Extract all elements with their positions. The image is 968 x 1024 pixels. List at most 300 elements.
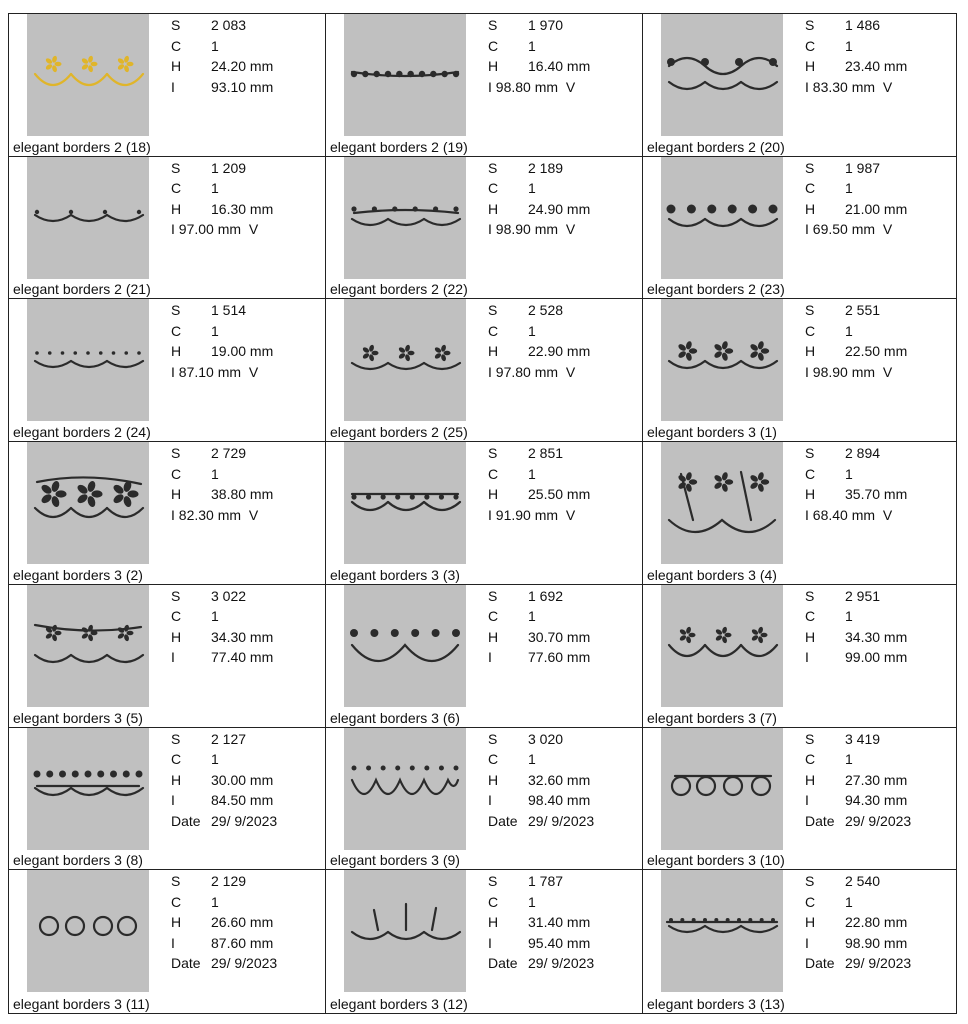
color-count xyxy=(171,321,273,342)
vertical-flag: V xyxy=(882,506,893,523)
design-name: elegant borders 3 (13) xyxy=(647,995,785,1012)
design-specs xyxy=(171,586,273,668)
design-name: elegant borders 3 (3) xyxy=(330,566,460,583)
color-count-label: C xyxy=(171,751,182,768)
stitch-count-value: 2 528 xyxy=(528,302,564,319)
design-thumbnail[interactable] xyxy=(27,870,149,992)
design-height xyxy=(488,199,590,220)
embroidery-motif-icon xyxy=(344,728,466,850)
design-height-label: H xyxy=(171,628,182,645)
design-catalog-grid xyxy=(8,13,957,1014)
design-width xyxy=(488,790,594,811)
design-height-label: H xyxy=(805,486,816,503)
design-width-label: I xyxy=(488,649,492,666)
design-height-value: 16.40 mm xyxy=(528,58,591,74)
design-specs xyxy=(171,729,277,832)
design-height-label: H xyxy=(488,200,499,217)
design-name: elegant borders 2 (21) xyxy=(13,281,151,298)
design-width-value: 91.90 mm xyxy=(495,506,559,523)
color-count-value: 1 xyxy=(528,893,536,910)
color-count-value: 1 xyxy=(211,37,219,54)
color-count xyxy=(171,464,273,485)
design-name: elegant borders 2 (20) xyxy=(647,138,785,155)
stitch-count-label: S xyxy=(171,17,181,33)
color-count-value: 1 xyxy=(528,37,536,54)
design-height xyxy=(171,341,273,362)
design-date-label: Date xyxy=(171,955,201,972)
color-count-label: C xyxy=(488,893,499,910)
stitch-count-label: S xyxy=(171,302,181,319)
design-name: elegant borders 3 (10) xyxy=(647,852,785,869)
design-height xyxy=(805,770,911,791)
design-width-value: 99.00 mm xyxy=(845,649,908,666)
color-count xyxy=(171,749,277,770)
stitch-count-value: 3 022 xyxy=(211,587,247,604)
embroidery-motif-icon xyxy=(344,585,466,707)
design-thumbnail[interactable] xyxy=(661,870,783,992)
design-width xyxy=(171,647,273,668)
design-width-value: 77.40 mm xyxy=(211,649,274,666)
design-thumbnail[interactable] xyxy=(661,299,783,421)
stitch-count-label: S xyxy=(805,159,815,176)
stitch-count-label: S xyxy=(488,159,498,176)
design-specs xyxy=(488,15,590,97)
design-width-label: I xyxy=(488,506,492,523)
design-name: elegant borders 3 (7) xyxy=(647,709,777,726)
design-date-value: 29/ 9/2023 xyxy=(211,812,278,829)
color-count-label: C xyxy=(171,608,182,625)
design-specs xyxy=(171,158,273,240)
design-width-label: I xyxy=(488,78,492,95)
stitch-count xyxy=(488,586,590,607)
design-card[interactable] xyxy=(643,442,956,585)
embroidery-motif-icon xyxy=(661,299,783,421)
color-count xyxy=(488,749,594,770)
design-card[interactable] xyxy=(9,442,326,585)
design-name: elegant borders 3 (6) xyxy=(330,709,460,726)
design-width-label: I xyxy=(488,792,492,809)
stitch-count xyxy=(488,158,590,179)
design-height xyxy=(488,912,594,933)
color-count-label: C xyxy=(171,322,182,339)
design-card[interactable] xyxy=(9,14,326,157)
design-thumbnail[interactable] xyxy=(27,299,149,421)
color-count-value: 1 xyxy=(845,322,853,339)
stitch-count-value: 1 970 xyxy=(528,17,564,33)
design-width-label: I xyxy=(488,221,492,238)
design-height xyxy=(488,341,590,362)
stitch-count-value: 1 987 xyxy=(845,159,881,176)
design-card[interactable] xyxy=(643,728,956,871)
color-count-label: C xyxy=(805,37,816,54)
design-height-value: 38.80 mm xyxy=(211,486,274,503)
design-specs xyxy=(488,871,594,974)
design-height-value: 30.00 mm xyxy=(211,771,274,788)
design-width-value: 87.60 mm xyxy=(211,934,274,951)
color-count-label: C xyxy=(488,322,499,339)
color-count-label: C xyxy=(171,893,182,910)
design-width xyxy=(488,362,590,383)
color-count-label: C xyxy=(805,180,816,197)
design-width-value: 68.40 mm xyxy=(812,506,876,523)
color-count-label: C xyxy=(488,751,499,768)
design-date xyxy=(171,953,277,974)
design-card[interactable] xyxy=(326,442,643,585)
design-height-label: H xyxy=(805,343,816,360)
design-name: elegant borders 2 (18) xyxy=(13,138,151,155)
design-thumbnail[interactable] xyxy=(27,442,149,564)
color-count xyxy=(171,892,277,913)
embroidery-motif-icon xyxy=(661,585,783,707)
color-count xyxy=(805,36,907,57)
design-thumbnail[interactable] xyxy=(344,585,466,707)
design-specs xyxy=(171,15,273,97)
color-count xyxy=(488,178,590,199)
design-height-label: H xyxy=(171,914,182,931)
design-width-label: I xyxy=(805,649,809,666)
stitch-count-value: 3 419 xyxy=(845,730,881,747)
stitch-count-label: S xyxy=(488,873,498,890)
design-specs xyxy=(805,586,907,668)
embroidery-motif-icon xyxy=(661,157,783,279)
color-count-value: 1 xyxy=(528,751,536,768)
design-width-value: 84.50 mm xyxy=(211,792,274,809)
design-date xyxy=(488,811,594,832)
design-height-value: 24.20 mm xyxy=(211,58,274,74)
design-width-value: 97.00 mm xyxy=(178,221,242,238)
design-name: elegant borders 2 (22) xyxy=(330,281,468,298)
color-count-value: 1 xyxy=(845,751,853,768)
design-thumbnail[interactable] xyxy=(27,585,149,707)
vertical-flag: V xyxy=(882,221,893,238)
design-height-value: 30.70 mm xyxy=(528,628,591,645)
design-width-label: I xyxy=(171,934,175,951)
stitch-count-value: 2 951 xyxy=(845,587,881,604)
design-date xyxy=(805,811,911,832)
stitch-count-value: 2 894 xyxy=(845,445,881,462)
design-card[interactable] xyxy=(9,157,326,300)
design-height-value: 24.90 mm xyxy=(528,200,591,217)
design-thumbnail[interactable] xyxy=(344,14,466,136)
design-date-label: Date xyxy=(171,812,201,829)
design-card[interactable] xyxy=(643,157,956,300)
design-date-label: Date xyxy=(805,955,835,972)
design-height-value: 32.60 mm xyxy=(528,771,591,788)
color-count-label: C xyxy=(488,608,499,625)
embroidery-motif-icon xyxy=(661,728,783,850)
design-height-value: 31.40 mm xyxy=(528,914,591,931)
color-count xyxy=(805,606,907,627)
stitch-count xyxy=(488,15,590,36)
design-height-value: 19.00 mm xyxy=(211,343,274,360)
design-thumbnail[interactable] xyxy=(27,14,149,136)
color-count-value: 1 xyxy=(845,37,853,54)
design-thumbnail[interactable] xyxy=(27,157,149,279)
design-specs xyxy=(171,871,277,974)
color-count-value: 1 xyxy=(211,893,219,910)
stitch-count xyxy=(805,443,907,464)
design-height xyxy=(488,484,590,505)
color-count-label: C xyxy=(171,180,182,197)
design-thumbnail[interactable] xyxy=(661,442,783,564)
design-specs xyxy=(488,729,594,832)
design-height xyxy=(171,912,277,933)
design-specs xyxy=(805,158,907,240)
vertical-flag: V xyxy=(248,363,259,380)
color-count-label: C xyxy=(805,751,816,768)
color-count-value: 1 xyxy=(528,608,536,625)
stitch-count-label: S xyxy=(171,730,181,747)
design-width xyxy=(805,362,907,383)
color-count-label: C xyxy=(488,37,499,54)
design-width xyxy=(805,647,907,668)
design-card[interactable] xyxy=(9,585,326,728)
color-count xyxy=(488,606,590,627)
color-count xyxy=(171,178,273,199)
design-height-label: H xyxy=(488,343,499,360)
design-height-value: 22.90 mm xyxy=(528,343,591,360)
design-height-label: H xyxy=(171,343,182,360)
stitch-count xyxy=(171,158,273,179)
design-date-value: 29/ 9/2023 xyxy=(528,812,595,829)
stitch-count xyxy=(171,586,273,607)
design-specs xyxy=(805,15,907,97)
design-height-label: H xyxy=(488,771,499,788)
design-card[interactable] xyxy=(643,299,956,442)
design-height-value: 34.30 mm xyxy=(845,628,908,645)
design-card[interactable] xyxy=(326,585,643,728)
color-count-label: C xyxy=(805,465,816,482)
design-name: elegant borders 3 (9) xyxy=(330,852,460,869)
design-thumbnail[interactable] xyxy=(344,870,466,992)
design-height xyxy=(805,627,907,648)
design-height xyxy=(805,341,907,362)
design-card[interactable] xyxy=(9,870,326,1013)
design-width-value: 98.90 mm xyxy=(495,221,559,238)
vertical-flag: V xyxy=(565,363,576,380)
design-name: elegant borders 3 (12) xyxy=(330,995,468,1012)
design-height-value: 35.70 mm xyxy=(845,486,908,503)
color-count-label: C xyxy=(805,893,816,910)
stitch-count-value: 2 540 xyxy=(845,873,881,890)
design-name: elegant borders 3 (4) xyxy=(647,566,777,583)
design-width-label: I xyxy=(488,934,492,951)
design-name: elegant borders 3 (5) xyxy=(13,709,143,726)
design-height-value: 34.30 mm xyxy=(211,628,274,645)
design-width-label: I xyxy=(171,792,175,809)
design-date-label: Date xyxy=(488,955,518,972)
design-height-label: H xyxy=(805,771,816,788)
color-count xyxy=(488,892,594,913)
stitch-count xyxy=(805,300,907,321)
design-thumbnail[interactable] xyxy=(27,728,149,850)
embroidery-motif-icon xyxy=(27,585,149,707)
design-card[interactable] xyxy=(643,14,956,157)
stitch-count-label: S xyxy=(171,587,181,604)
stitch-count-label: S xyxy=(488,730,498,747)
design-height xyxy=(488,770,594,791)
color-count-label: C xyxy=(171,37,182,54)
stitch-count-value: 1 787 xyxy=(528,873,564,890)
stitch-count xyxy=(171,443,273,464)
embroidery-motif-icon xyxy=(27,157,149,279)
embroidery-motif-icon xyxy=(661,14,783,136)
design-height-label: H xyxy=(805,914,816,931)
color-count xyxy=(171,606,273,627)
stitch-count-value: 2 083 xyxy=(211,17,247,33)
color-count-value: 1 xyxy=(211,322,219,339)
design-card[interactable] xyxy=(326,157,643,300)
design-width xyxy=(171,362,273,383)
color-count-value: 1 xyxy=(528,180,536,197)
design-height-label: H xyxy=(171,200,182,217)
stitch-count xyxy=(805,729,911,750)
design-height-label: H xyxy=(805,628,816,645)
color-count-label: C xyxy=(805,608,816,625)
design-width-label: I xyxy=(805,363,809,380)
design-card[interactable] xyxy=(326,870,643,1013)
design-width xyxy=(488,933,594,954)
design-height-label: H xyxy=(488,486,499,503)
stitch-count-label: S xyxy=(805,445,815,462)
stitch-count-value: 2 729 xyxy=(211,445,247,462)
design-card[interactable] xyxy=(9,728,326,871)
design-width-value: 83.30 mm xyxy=(812,78,876,95)
design-card[interactable] xyxy=(643,585,956,728)
color-count xyxy=(805,749,911,770)
design-specs xyxy=(488,158,590,240)
design-date-value: 29/ 9/2023 xyxy=(211,955,278,972)
design-name: elegant borders 2 (24) xyxy=(13,424,151,441)
design-height-value: 26.60 mm xyxy=(211,914,274,931)
design-width-value: 93.10 mm xyxy=(211,78,274,95)
design-height xyxy=(805,199,907,220)
design-thumbnail[interactable] xyxy=(344,442,466,564)
stitch-count-value: 1 209 xyxy=(211,159,247,176)
stitch-count-value: 2 129 xyxy=(211,873,247,890)
design-width xyxy=(171,219,273,240)
design-card[interactable] xyxy=(326,728,643,871)
vertical-flag: V xyxy=(882,78,893,95)
color-count xyxy=(488,321,590,342)
design-width xyxy=(171,505,273,526)
design-specs xyxy=(171,300,273,382)
stitch-count-label: S xyxy=(171,159,181,176)
stitch-count-value: 2 189 xyxy=(528,159,564,176)
design-card[interactable] xyxy=(326,14,643,157)
vertical-flag: V xyxy=(565,78,576,95)
stitch-count-label: S xyxy=(805,17,815,33)
design-width-label: I xyxy=(805,506,809,523)
color-count-value: 1 xyxy=(528,322,536,339)
design-name: elegant borders 3 (8) xyxy=(13,852,143,869)
design-thumbnail[interactable] xyxy=(661,728,783,850)
color-count xyxy=(488,36,590,57)
embroidery-motif-icon xyxy=(27,442,149,564)
design-thumbnail[interactable] xyxy=(661,585,783,707)
design-height xyxy=(171,484,273,505)
design-name: elegant borders 3 (1) xyxy=(647,424,777,441)
vertical-flag: V xyxy=(565,221,576,238)
design-width-value: 95.40 mm xyxy=(528,934,591,951)
stitch-count xyxy=(805,15,907,36)
design-width xyxy=(488,505,590,526)
embroidery-motif-icon xyxy=(27,299,149,421)
stitch-count-value: 1 514 xyxy=(211,302,247,319)
design-specs xyxy=(805,871,911,974)
color-count xyxy=(488,464,590,485)
design-height-label: H xyxy=(488,914,499,931)
stitch-count-label: S xyxy=(805,302,815,319)
stitch-count xyxy=(171,729,277,750)
design-date xyxy=(171,811,277,832)
design-card[interactable] xyxy=(9,299,326,442)
stitch-count xyxy=(488,729,594,750)
design-width-label: I xyxy=(171,506,175,523)
embroidery-motif-icon xyxy=(27,14,149,136)
design-date-value: 29/ 9/2023 xyxy=(528,955,595,972)
design-date-value: 29/ 9/2023 xyxy=(845,812,912,829)
design-width-label: I xyxy=(488,363,492,380)
design-height-value: 21.00 mm xyxy=(845,200,908,217)
design-width-value: 98.40 mm xyxy=(528,792,591,809)
stitch-count-label: S xyxy=(805,587,815,604)
embroidery-motif-icon xyxy=(344,157,466,279)
design-height xyxy=(805,56,907,77)
design-thumbnail[interactable] xyxy=(344,299,466,421)
design-width xyxy=(171,933,277,954)
design-width xyxy=(805,933,911,954)
design-thumbnail[interactable] xyxy=(344,728,466,850)
vertical-flag: V xyxy=(882,363,893,380)
design-thumbnail[interactable] xyxy=(661,14,783,136)
design-card[interactable] xyxy=(326,299,643,442)
design-width-label: I xyxy=(171,221,175,238)
color-count xyxy=(171,36,273,57)
stitch-count-value: 1 486 xyxy=(845,17,881,33)
embroidery-motif-icon xyxy=(344,870,466,992)
design-specs xyxy=(171,443,273,525)
design-width-label: I xyxy=(805,792,809,809)
color-count-label: C xyxy=(805,322,816,339)
stitch-count xyxy=(171,15,273,36)
design-thumbnail[interactable] xyxy=(661,157,783,279)
embroidery-motif-icon xyxy=(344,14,466,136)
design-height-label: H xyxy=(488,58,499,74)
stitch-count xyxy=(488,871,594,892)
color-count-value: 1 xyxy=(211,751,219,768)
color-count-label: C xyxy=(488,180,499,197)
design-height-label: H xyxy=(488,628,499,645)
design-width-label: I xyxy=(171,78,175,95)
design-card[interactable] xyxy=(643,870,956,1013)
design-specs xyxy=(805,443,907,525)
design-width-value: 69.50 mm xyxy=(812,221,876,238)
stitch-count-label: S xyxy=(171,873,181,890)
design-width-value: 97.80 mm xyxy=(495,363,559,380)
design-height-label: H xyxy=(805,200,816,217)
design-height-value: 22.50 mm xyxy=(845,343,908,360)
stitch-count-label: S xyxy=(488,445,498,462)
design-width-label: I xyxy=(805,934,809,951)
stitch-count-label: S xyxy=(488,302,498,319)
design-width xyxy=(805,505,907,526)
design-name: elegant borders 3 (11) xyxy=(13,995,150,1012)
design-thumbnail[interactable] xyxy=(344,157,466,279)
embroidery-motif-icon xyxy=(661,442,783,564)
stitch-count xyxy=(171,871,277,892)
embroidery-motif-icon xyxy=(661,870,783,992)
